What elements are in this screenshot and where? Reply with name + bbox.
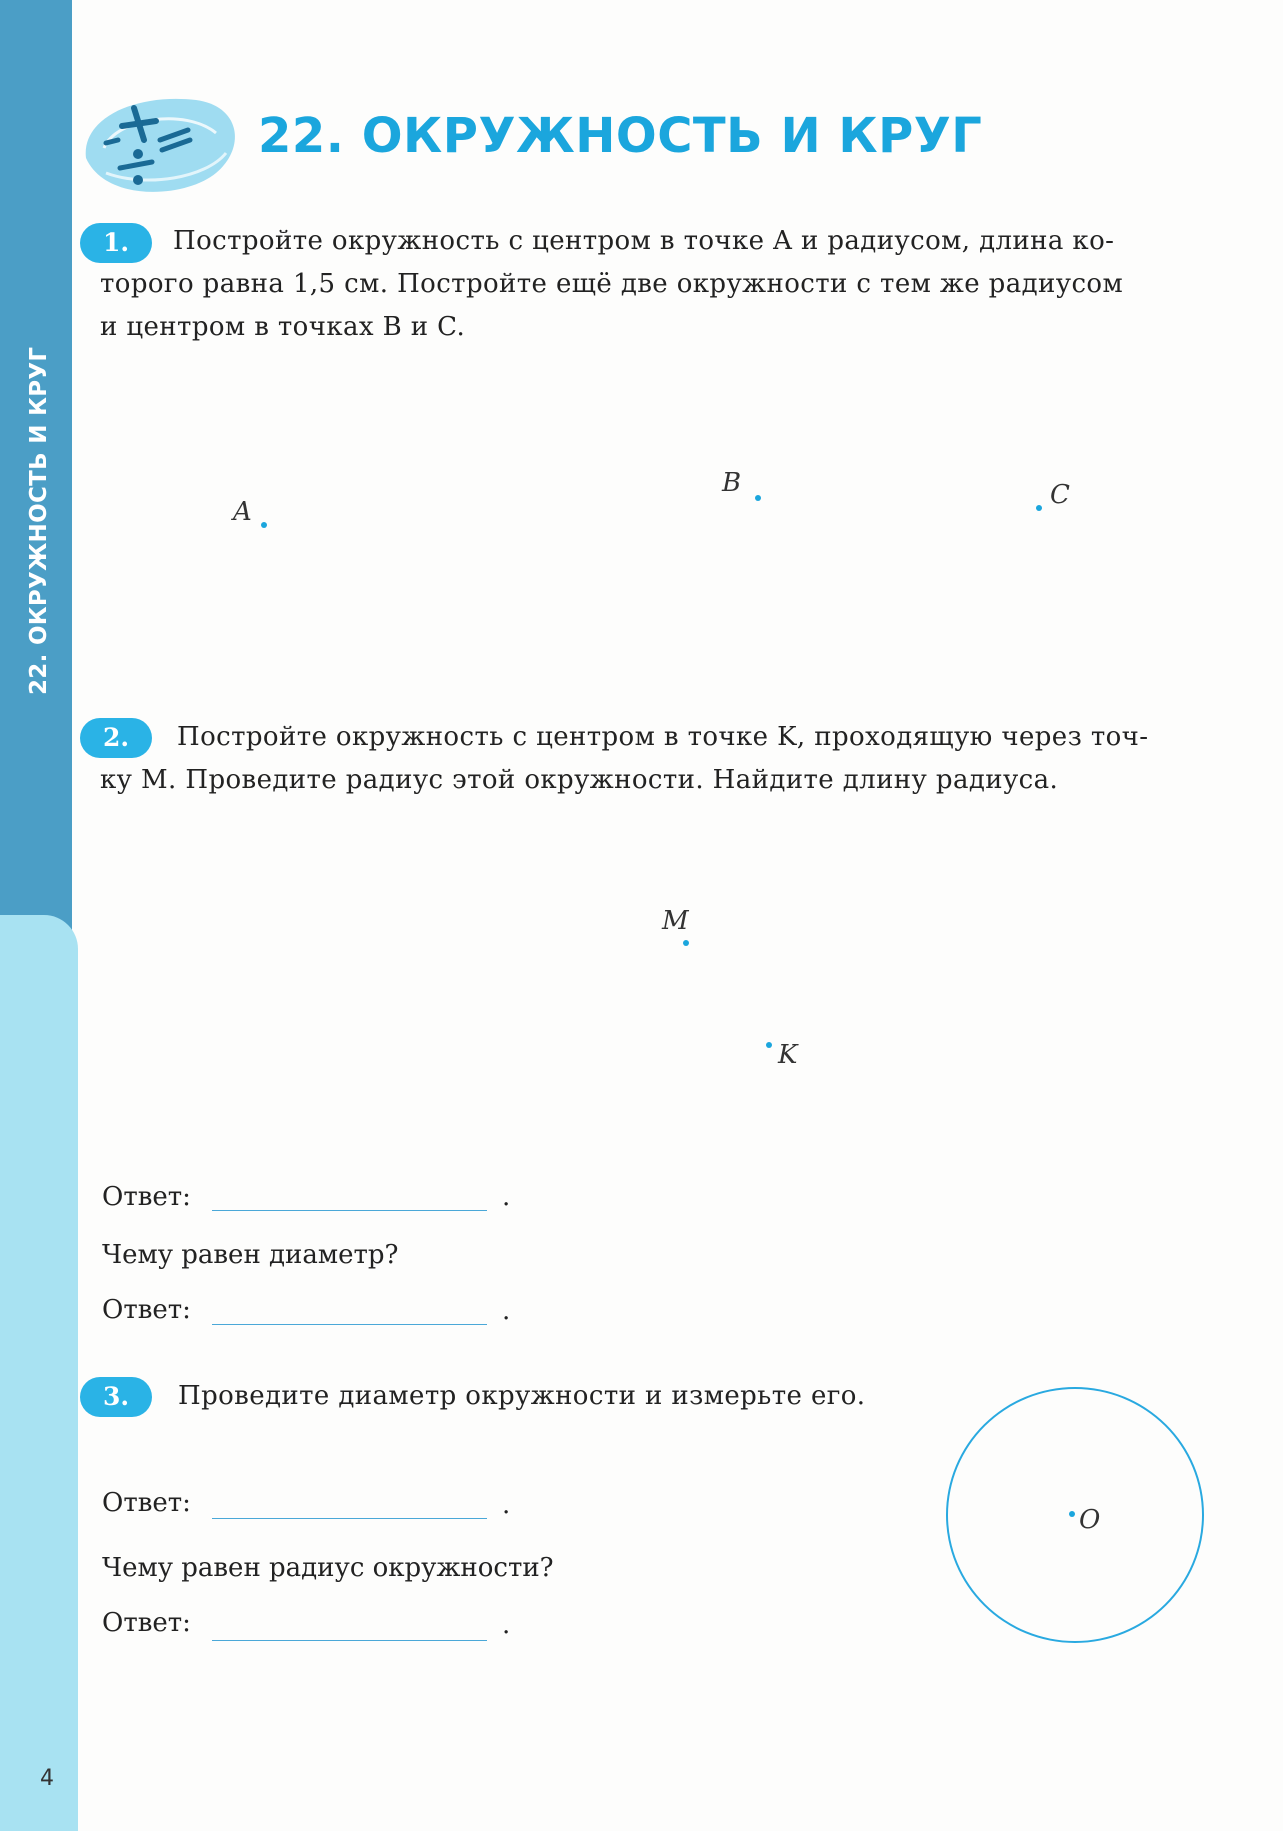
point-m (683, 940, 689, 946)
task-1-line-1: Постройте окружность с центром в точке A и радиусом, длина ко- (173, 226, 1115, 256)
math-symbols-icon (76, 88, 246, 208)
point-b (755, 495, 761, 501)
task-2-answer-period: . (502, 1182, 511, 1212)
page-title: 22. ОКРУЖНОСТЬ И КРУГ (258, 108, 983, 164)
task-2-answer2-label: Ответ: (102, 1295, 191, 1325)
task-2-question-diameter: Чему равен диаметр? (102, 1240, 399, 1270)
task-3-line: Проведите диаметр окружности и измерьте его. (178, 1381, 866, 1411)
task-3-answer-period: . (502, 1490, 511, 1520)
task-3-answer2-period: . (502, 1610, 511, 1640)
task-2-answer-field[interactable] (212, 1210, 487, 1211)
task-3-answer2-field[interactable] (212, 1640, 487, 1641)
task-3-answer-label: Ответ: (102, 1488, 191, 1518)
point-k-label: K (778, 1040, 798, 1070)
task-3-badge: 3. (80, 1377, 152, 1417)
point-k (766, 1042, 772, 1048)
side-tab-label: 22. ОКРУЖНОСТЬ И КРУГ (26, 346, 52, 695)
point-a (261, 522, 267, 528)
point-o-label: O (1079, 1505, 1101, 1535)
task-2-answer2-period: . (502, 1296, 511, 1326)
page-number: 4 (40, 1766, 54, 1791)
side-tab-bottom (0, 915, 78, 1831)
task-1-badge: 1. (80, 223, 152, 263)
point-c-label: C (1050, 480, 1070, 510)
point-m-label: M (662, 906, 689, 936)
point-o (1069, 1511, 1075, 1517)
task-3-answer2-label: Ответ: (102, 1608, 191, 1638)
task-3-circle (946, 1387, 1204, 1643)
task-2-answer-label: Ответ: (102, 1182, 191, 1212)
point-a-label: A (233, 497, 252, 527)
point-c (1036, 505, 1042, 511)
task-2-answer2-field[interactable] (212, 1324, 487, 1325)
task-1-line-2: торого равна 1,5 см. Постройте ещё две окружности с тем же радиусом (100, 269, 1124, 299)
task-3-question-radius: Чему равен радиус окружности? (102, 1553, 554, 1583)
point-b-label: B (722, 468, 742, 498)
task-2-line-1: Постройте окружность с центром в точке K, проходящую через точ- (177, 722, 1149, 752)
task-2-badge: 2. (80, 718, 152, 758)
task-3-answer-field[interactable] (212, 1518, 487, 1519)
task-2-line-2: ку M. Проведите радиус этой окружности. Найдите длину радиуса. (100, 765, 1059, 795)
task-1-line-3: и центром в точках B и C. (100, 312, 466, 342)
